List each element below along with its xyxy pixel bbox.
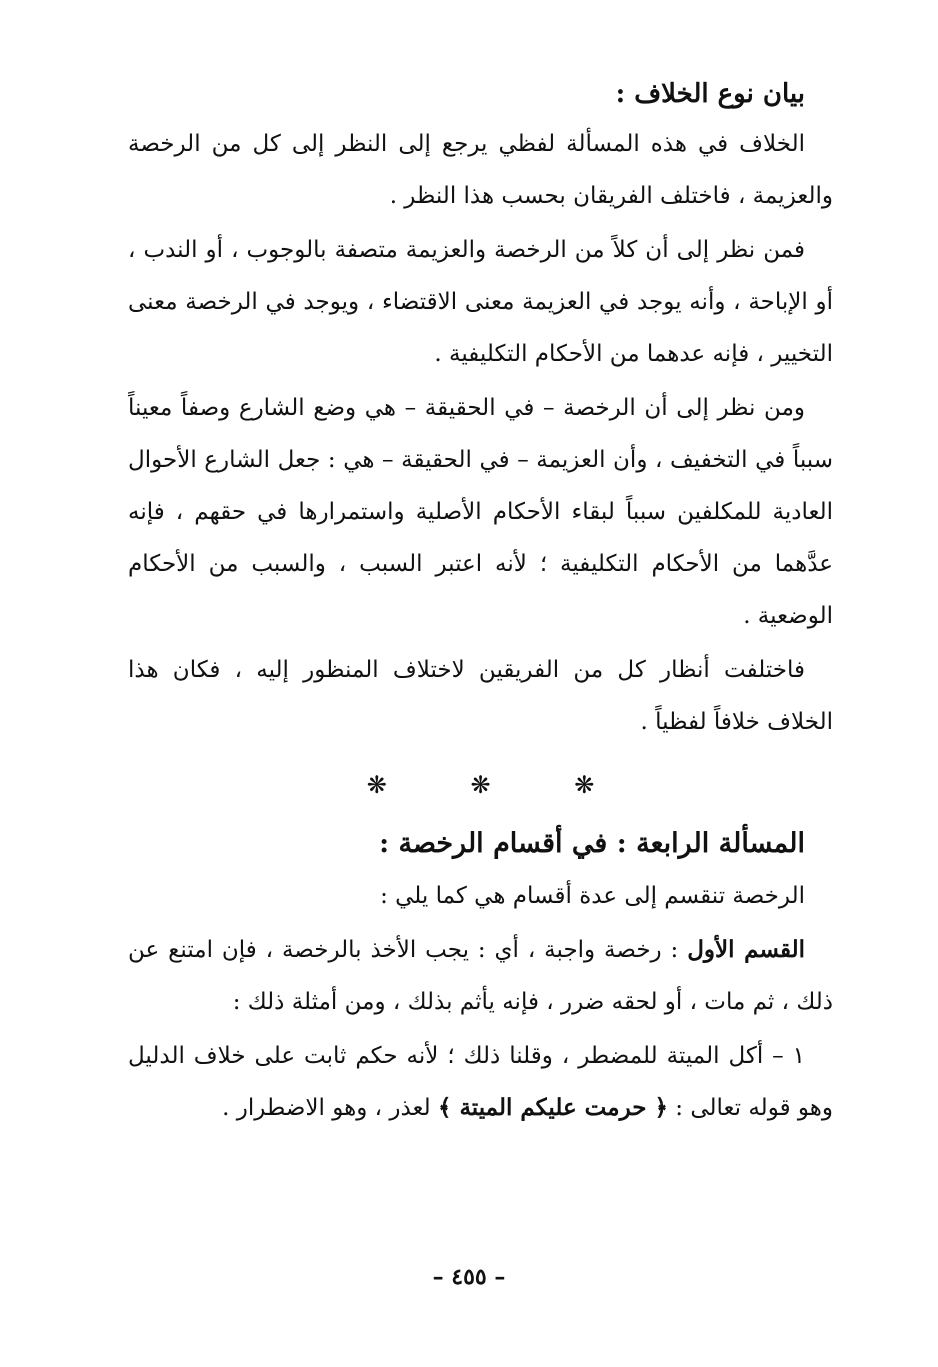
paragraph-3: ومن نظر إلى أن الرخصة – في الحقيقة – هي وضع الشارع وصفاً معيناً سبباً في التخفيف ، وأن العزيمة – في الحقيقة – هي : جعل الشارع الأحوال العادية للمكلفين سبباً لبقاء الأحكام الأصلية واستمرارها في حقهم ، فإنه عدَّهما من الأحكام التكليفية ؛ لأنه اعتبر السبب ، والسبب من الأحكام الوضعية . [128, 395, 833, 629]
separator-star-icon: ❋ [366, 771, 387, 799]
example-one-text: ١ – أكل الميتة للمضطر ، وقلنا ذلك ؛ لأنه حكم ثابت على خلاف الدليل وهو قوله تعالى : [128, 1043, 833, 1121]
verse-close-bracket: ﴾ [437, 1094, 452, 1121]
verse-open-bracket: ﴿ [654, 1094, 668, 1121]
page-number: – ٤٥٥ – [432, 1264, 506, 1290]
section-separator [128, 760, 833, 810]
paragraph-example-one [128, 1030, 833, 1134]
paragraph-2: فمن نظر إلى أن كلاً من الرخصة والعزيمة متصفة بالوجوب ، أو الندب ، أو الإباحة ، وأنه يوجد في العزيمة معنى الاقتضاء ، ويوجد في الرخصة معنى التخيير ، فإنه عدهما من الأحكام التكليفية . [128, 237, 833, 367]
paragraph-intro: الرخصة تنقسم إلى عدة أقسام هي كما يلي : [380, 883, 805, 909]
example-one-tail: لعذر ، وهو الاضطرار . [222, 1095, 438, 1121]
paragraph-part-one [128, 924, 833, 1028]
page-body [128, 70, 833, 1136]
separator-star-icon: ❋ [470, 771, 491, 799]
section-heading-fourth-issue: المسألة الرابعة : في أقسام الرخصة : [379, 828, 805, 859]
paragraph-4: فاختلفت أنظار كل من الفريقين لاختلاف المنظور إليه ، فكان هذا الخلاف خلافاً لفظياً . [128, 657, 833, 735]
part-one-text: : رخصة واجبة ، أي : يجب الأخذ بالرخصة ، فإن امتنع عن ذلك ، ثم مات ، أو لحقه ضرر ، فإنه يأثم بذلك ، ومن أمثلة ذلك : [128, 937, 833, 1015]
paragraph-1: الخلاف في هذه المسألة لفظي يرجع إلى النظر إلى كل من الرخصة والعزيمة ، فاختلف الفريقان بحسب هذا النظر . [128, 131, 833, 209]
section-heading-type-of-dispute: بيان نوع الخلاف : [615, 79, 805, 109]
quran-verse: حرمت عليكم الميتة [451, 1094, 655, 1121]
separator-star-icon: ❋ [574, 771, 595, 799]
part-one-label: القسم الأول [687, 936, 805, 963]
